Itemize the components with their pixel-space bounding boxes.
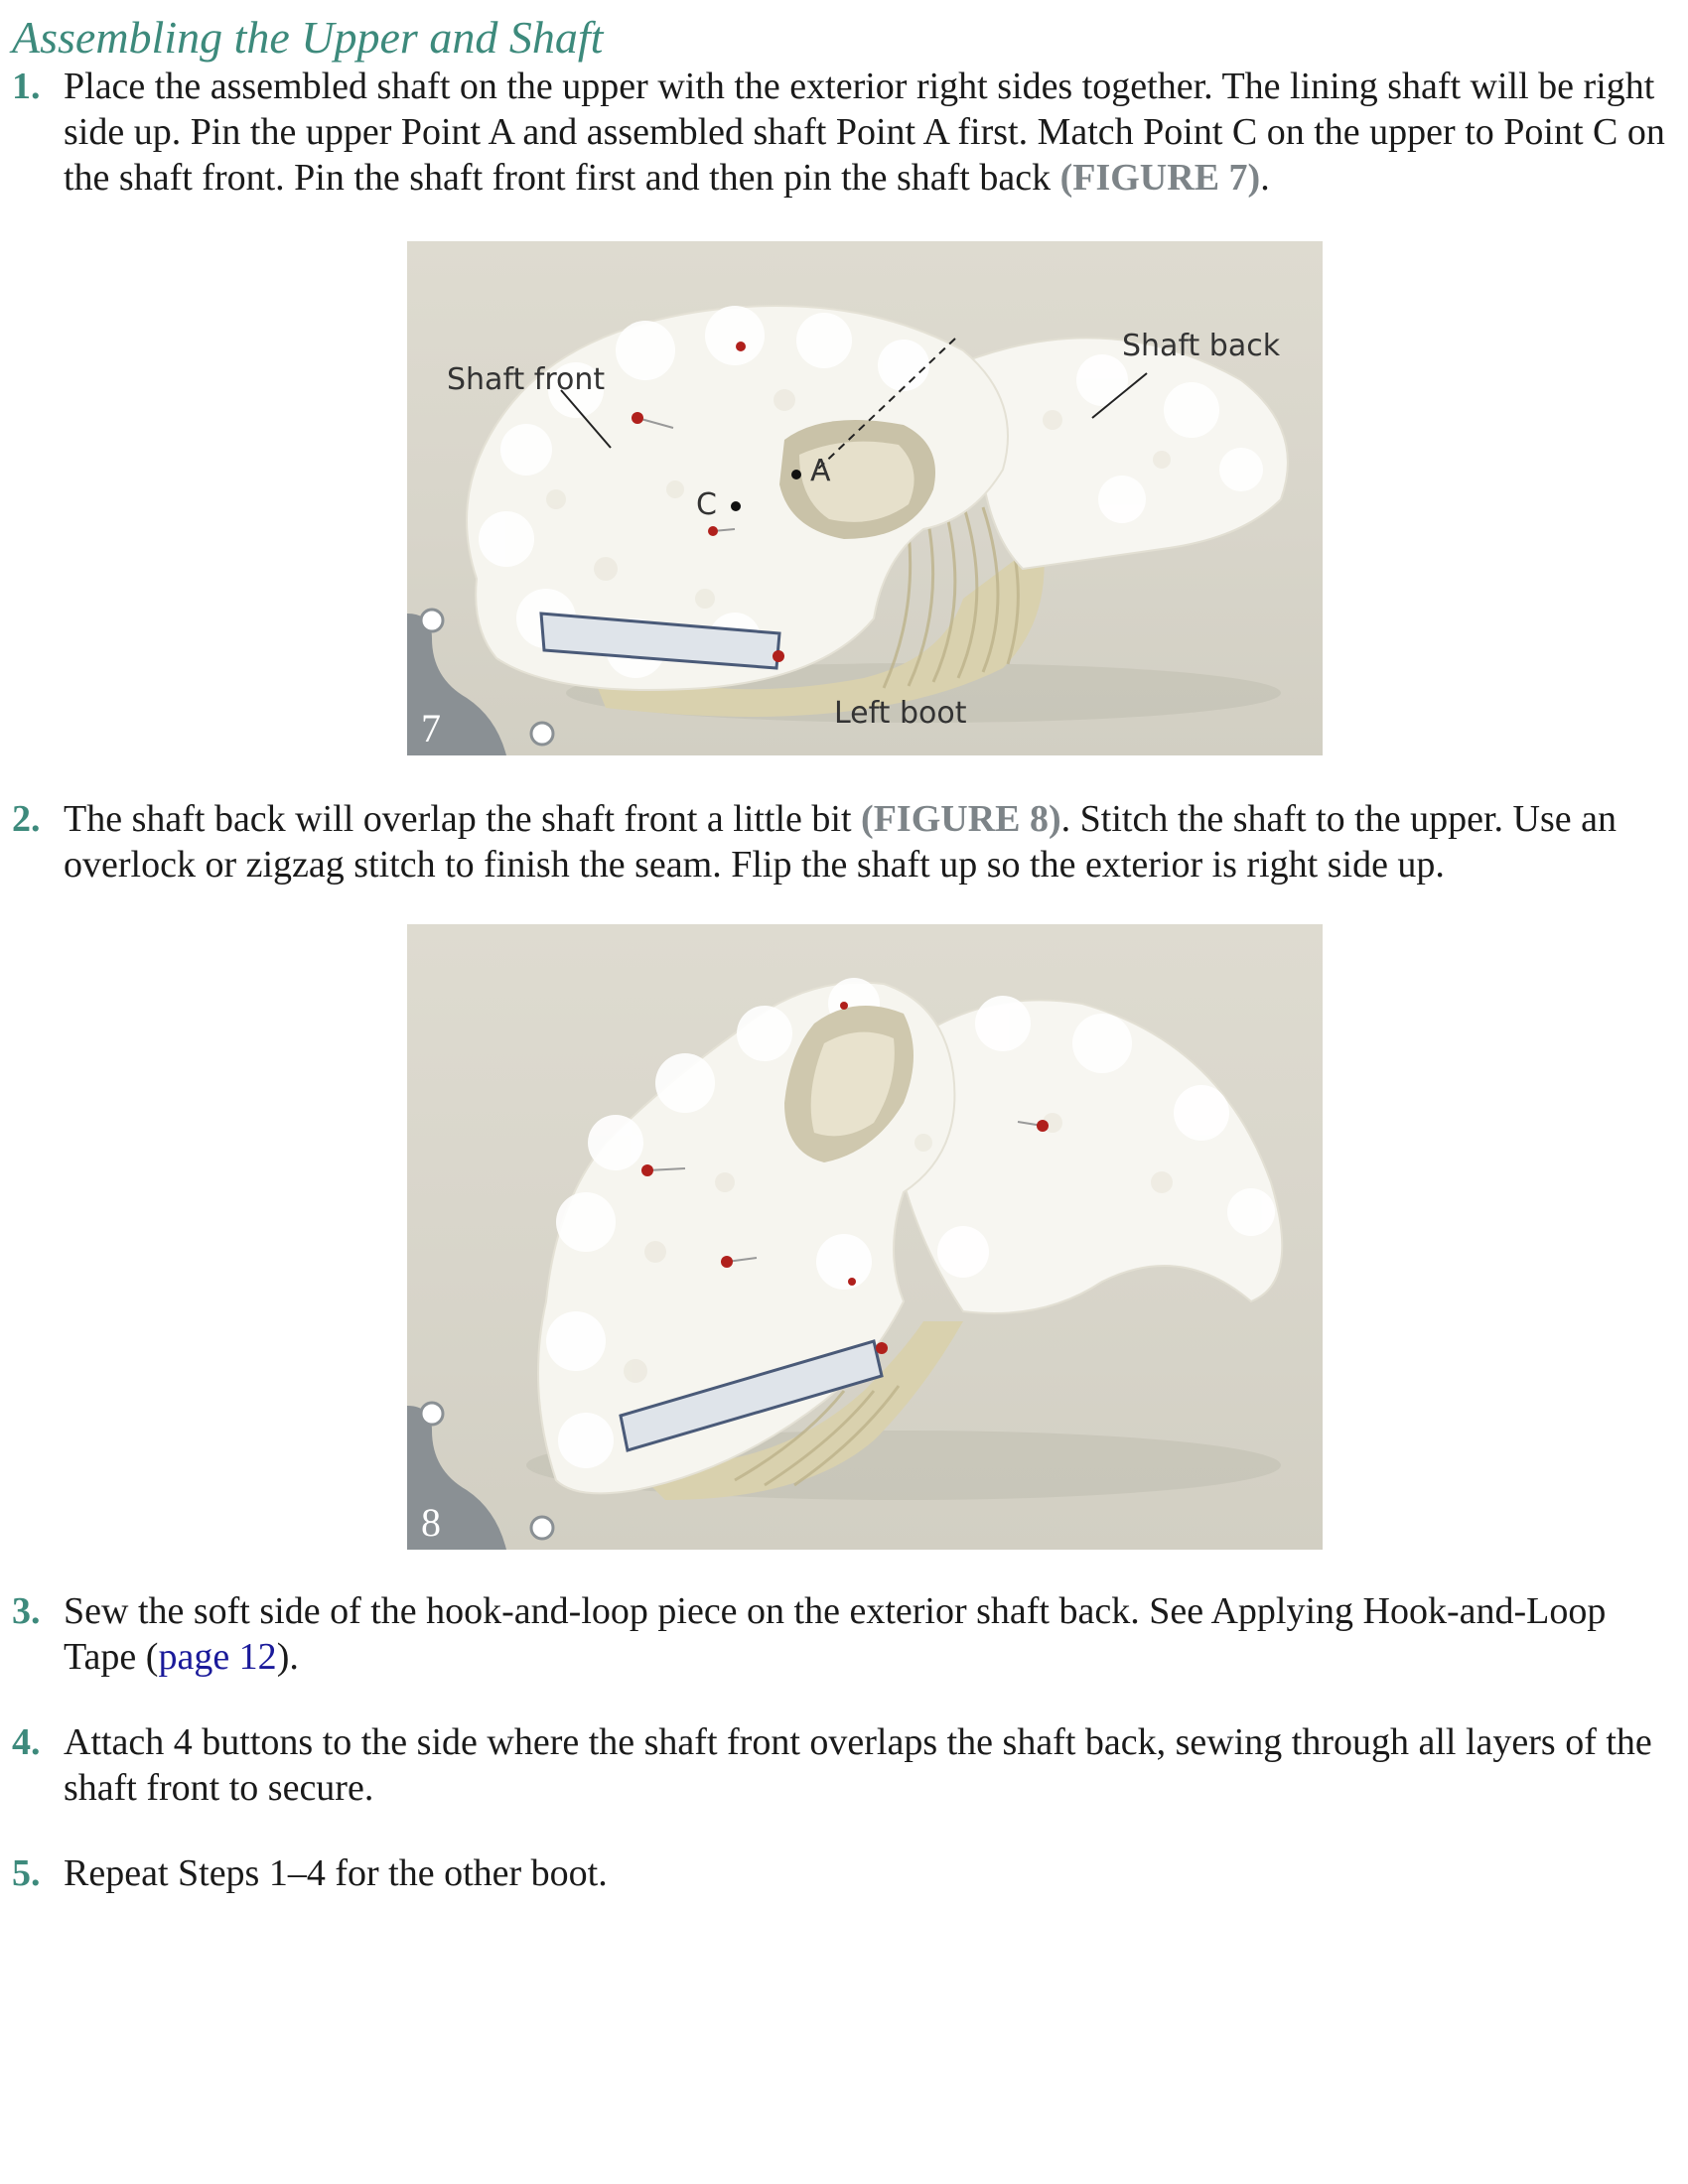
step-text (64, 796, 1670, 887)
step-2 (12, 796, 1670, 887)
label-left-boot: Left boot (834, 696, 967, 731)
figure-reference: ( (1059, 157, 1073, 199)
figure-reference: ) (1048, 798, 1061, 840)
label-shaft-front: Shaft front (447, 362, 606, 397)
figure-number: 8 (421, 1500, 441, 1545)
section-title: Assembling the Upper and Shaft (12, 12, 604, 63)
step-text-run: . (1260, 157, 1270, 199)
step-text-run: Repeat Steps 1–4 for the other boot. (64, 1852, 608, 1894)
figure-8 (407, 924, 1323, 1550)
figure-number: 7 (421, 706, 441, 751)
point-c-dot (731, 501, 741, 511)
step-number: 2. (12, 798, 41, 840)
step-number: 5. (12, 1852, 41, 1894)
step-text-run: . Stitch the shaft to the upper. Use an overlock or zigzag stitch to finish the seam. Flip the shaft up so the exterior is right side up. (64, 798, 1617, 886)
step-number: 1. (12, 66, 41, 107)
step-text-run: ). (276, 1636, 299, 1678)
figure-reference: ( (861, 798, 874, 840)
step-text-run: Sew the soft side of the hook-and-loop piece on the exterior shaft back. See Applying Hook-and-Loop Tape ( (64, 1590, 1607, 1678)
figure-8-illustration (407, 924, 1323, 1550)
step-number: 3. (12, 1590, 41, 1632)
page-link[interactable]: page 12 (158, 1636, 277, 1678)
step-text-run: Attach 4 buttons to the side where the shaft front overlaps the shaft back, sewing through all layers of the shaft front to secure. (64, 1721, 1652, 1809)
step-text-run: Place the assembled shaft on the upper with the exterior right sides together. The lining shaft will be right side up. Pin the upper Point A and assembled shaft Point A first. Match Point C on the upper to Point C on the shaft front. Pin the shaft front first and then pin the shaft back (64, 66, 1665, 199)
step-text (64, 1588, 1670, 1680)
step-3 (12, 1588, 1670, 1680)
figure-reference: ) (1247, 157, 1261, 199)
step-text-run: The shaft back will overlap the shaft front a little bit (64, 798, 862, 840)
step-4 (12, 1719, 1670, 1811)
label-point-a: A (810, 454, 831, 488)
step-5 (12, 1850, 1670, 1896)
figure-reference: FIGURE 8 (873, 798, 1049, 840)
figure-7-illustration (407, 241, 1323, 755)
figure-7 (407, 241, 1323, 755)
step-text (64, 64, 1670, 201)
step-1 (12, 64, 1670, 201)
step-text (64, 1850, 1670, 1896)
label-shaft-back: Shaft back (1122, 329, 1281, 363)
point-a-dot (791, 470, 801, 479)
step-number: 4. (12, 1721, 41, 1763)
figure-reference: FIGURE 7 (1072, 157, 1248, 199)
step-text (64, 1719, 1670, 1811)
label-point-c: C (696, 487, 717, 522)
